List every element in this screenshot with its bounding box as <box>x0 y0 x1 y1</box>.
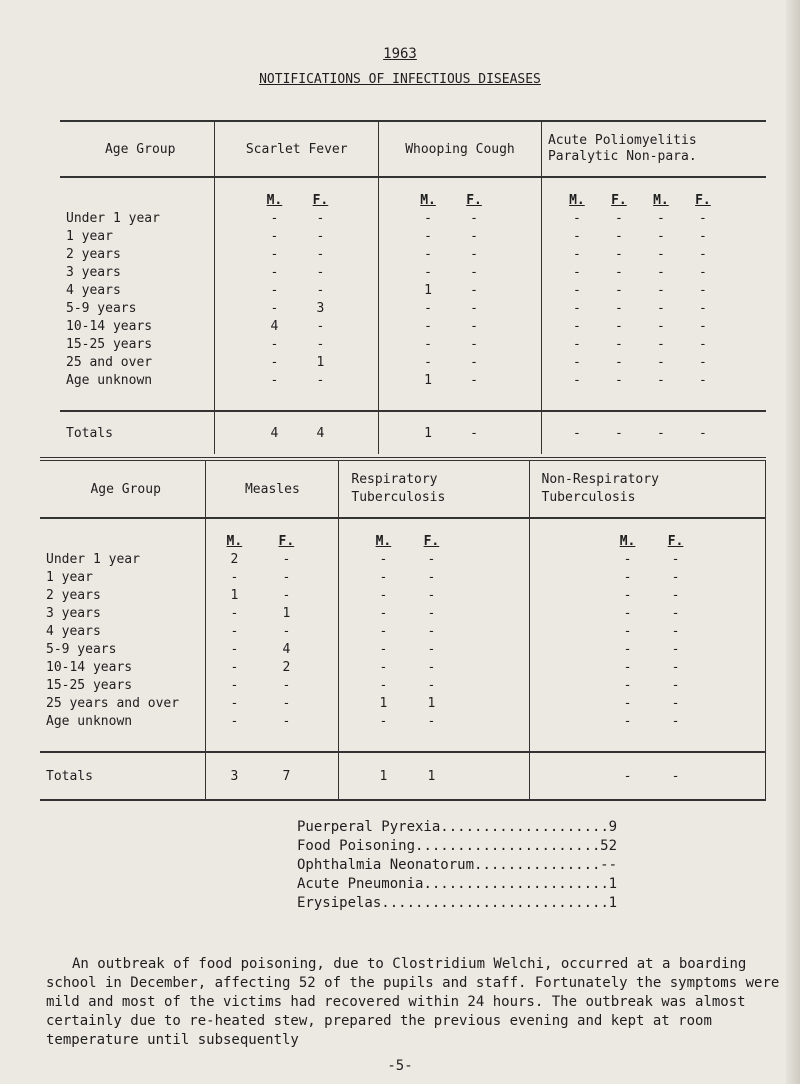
cell-value: - <box>316 265 325 280</box>
cell-value: - <box>379 660 388 675</box>
cell-value: - <box>699 229 707 244</box>
age-group-label: 10-14 years <box>66 319 153 334</box>
sub-male: M. <box>375 534 392 549</box>
cell-value: - <box>623 678 632 693</box>
cell-value: - <box>615 337 623 352</box>
cell-value: - <box>379 624 388 639</box>
page-title: NOTIFICATIONS OF INFECTIOUS DISEASES <box>259 72 541 87</box>
table-row <box>60 282 766 300</box>
table-row <box>60 354 766 372</box>
cell-value: - <box>379 642 388 657</box>
list-item <box>297 856 617 875</box>
cell-value: - <box>615 247 623 262</box>
cell-value: - <box>657 373 665 388</box>
disease-count: 52 <box>600 838 617 854</box>
sub-female: F. <box>312 193 329 208</box>
cell-value: - <box>470 301 478 316</box>
cell-value: - <box>699 283 707 298</box>
cell-value: - <box>573 355 581 370</box>
cell-value: - <box>270 301 279 316</box>
cell-value: 4 <box>316 425 325 441</box>
disease-count: 1 <box>608 895 617 911</box>
cell-value: - <box>671 714 680 729</box>
resp-header-line1: Respiratory <box>351 472 438 487</box>
cell-value: - <box>699 355 707 370</box>
cell-value: - <box>424 301 432 316</box>
cell-value: 1 <box>379 696 388 711</box>
cell-value: - <box>230 714 239 729</box>
cell-value: - <box>427 606 436 621</box>
col-header-respiratory-tb <box>339 459 529 518</box>
cell-value: - <box>657 301 665 316</box>
list-item <box>297 875 617 894</box>
age-group-label: Age unknown <box>66 373 153 388</box>
cell-value: - <box>270 229 279 244</box>
cell-value: - <box>379 588 388 603</box>
cell-value: - <box>379 714 388 729</box>
cell-value: - <box>270 337 279 352</box>
infectious-diseases-table-2 <box>40 457 766 801</box>
cell-value: - <box>615 355 623 370</box>
cell-value: - <box>573 373 581 388</box>
cell-value: - <box>316 229 325 244</box>
cell-value: - <box>427 588 436 603</box>
cell-value: - <box>623 714 632 729</box>
cell-value: - <box>573 425 581 441</box>
cell-value: - <box>623 552 632 567</box>
col-header-measles: Measles <box>206 459 339 518</box>
outbreak-paragraph <box>46 955 786 1050</box>
paragraph-text: An outbreak of food poisoning, due to Clostridium Welchi, occurred at a boarding school in December, affecting 52 of the pupils and staff. Fortunately the symptoms were mild and most of the victims had recovered within 24 hours. The outbreak was almost certainly due to re-heated stew, prepared the previous evening and kept at room temperature until subsequently <box>46 956 780 1048</box>
cell-value: - <box>671 660 680 675</box>
cell-value: - <box>270 265 279 280</box>
age-group-label: 15-25 years <box>66 337 153 352</box>
cell-value: - <box>282 678 291 693</box>
age-group-label: Age unknown <box>46 714 133 729</box>
cell-value: 1 <box>427 768 436 784</box>
cell-value: - <box>699 373 707 388</box>
cell-value: - <box>424 337 432 352</box>
table-row <box>40 641 766 659</box>
age-group-label: Under 1 year <box>66 211 160 226</box>
table-row <box>60 210 766 228</box>
list-item <box>297 818 617 837</box>
table-row <box>40 569 766 587</box>
cell-value: - <box>230 678 239 693</box>
cell-value: 2 <box>282 660 291 675</box>
col-header-non-respiratory-tb <box>529 459 765 518</box>
cell-value: - <box>424 355 432 370</box>
cell-value: - <box>379 570 388 585</box>
resp-header-line2: Tuberculosis <box>351 490 446 505</box>
cell-value: - <box>427 642 436 657</box>
totals-row <box>60 411 766 454</box>
cell-value: - <box>671 606 680 621</box>
cell-value: - <box>623 624 632 639</box>
report-year: 1963 <box>383 46 417 62</box>
other-notifications-list <box>297 818 617 913</box>
table-row <box>60 228 766 246</box>
cell-value: - <box>424 229 432 244</box>
cell-value: - <box>623 570 632 585</box>
cell-value: - <box>270 247 279 262</box>
cell-value: - <box>623 642 632 657</box>
cell-value: - <box>699 247 707 262</box>
cell-value: - <box>671 642 680 657</box>
cell-value: - <box>623 696 632 711</box>
cell-value: - <box>282 714 291 729</box>
cell-value: - <box>573 229 581 244</box>
age-group-label: Under 1 year <box>46 552 140 567</box>
cell-value: - <box>230 606 239 621</box>
age-group-label: 3 years <box>46 606 101 621</box>
infectious-diseases-table-1 <box>60 120 766 454</box>
cell-value: - <box>573 301 581 316</box>
cell-value: - <box>699 301 707 316</box>
table-header-row <box>60 121 766 177</box>
cell-value: - <box>657 319 665 334</box>
disease-label: Acute Pneumonia ..... <box>297 875 609 894</box>
cell-value: - <box>699 425 707 441</box>
cell-value: - <box>671 570 680 585</box>
cell-value: - <box>615 283 623 298</box>
cell-value: - <box>699 319 707 334</box>
cell-value: - <box>230 642 239 657</box>
cell-value: - <box>657 265 665 280</box>
cell-value: - <box>470 229 478 244</box>
cell-value: 3 <box>230 768 239 784</box>
cell-value: - <box>671 678 680 693</box>
table-row <box>40 623 766 641</box>
age-group-label: 1 year <box>46 570 93 585</box>
cell-value: - <box>615 425 623 441</box>
cell-value: - <box>615 319 623 334</box>
table-row <box>60 264 766 282</box>
table-row <box>40 605 766 623</box>
cell-value: - <box>671 768 680 784</box>
cell-value: - <box>470 265 478 280</box>
cell-value: 4 <box>282 642 291 657</box>
cell-value: - <box>671 588 680 603</box>
cell-value: - <box>623 768 632 784</box>
cell-value: - <box>470 355 478 370</box>
table-row <box>60 300 766 318</box>
cell-value: - <box>657 229 665 244</box>
cell-value: - <box>470 283 478 298</box>
age-group-label: 2 years <box>46 588 101 603</box>
page-edge-shadow <box>786 0 800 1084</box>
age-group-label: 2 years <box>66 247 121 262</box>
cell-value: - <box>470 373 478 388</box>
cell-value: - <box>657 211 665 226</box>
table-row <box>60 246 766 264</box>
cell-value: - <box>573 337 581 352</box>
table-row <box>40 587 766 605</box>
polio-header-line2: Paralytic Non-para. <box>547 149 697 164</box>
cell-value: - <box>623 606 632 621</box>
sub-female: F. <box>278 534 295 549</box>
cell-value: 7 <box>282 768 291 784</box>
age-group-label: 5-9 years <box>46 642 117 657</box>
cell-value: - <box>657 283 665 298</box>
cell-value: - <box>573 211 581 226</box>
cell-value: - <box>470 211 478 226</box>
cell-value: - <box>282 552 291 567</box>
cell-value: 1 <box>427 696 436 711</box>
cell-value: - <box>699 265 707 280</box>
sub-male: M. <box>226 534 243 549</box>
cell-value: - <box>623 660 632 675</box>
cell-value: 3 <box>316 301 325 316</box>
cell-value: - <box>615 211 623 226</box>
disease-count: 9 <box>608 819 617 835</box>
cell-value: - <box>657 355 665 370</box>
table-row <box>60 372 766 390</box>
col-header-age-group: Age Group <box>60 121 215 177</box>
age-group-label: Totals <box>60 411 215 454</box>
disease-label: Puerperal Pyrexia ..... <box>297 818 609 837</box>
sub-female: F. <box>695 193 711 208</box>
cell-value: - <box>671 624 680 639</box>
cell-value: - <box>657 337 665 352</box>
cell-value: - <box>470 247 478 262</box>
cell-value: - <box>230 696 239 711</box>
sub-female: F. <box>466 193 482 208</box>
disease-label: Ophthalmia Neonatorum ..... <box>297 856 600 875</box>
sub-male: M. <box>619 534 636 549</box>
cell-value: - <box>615 265 623 280</box>
age-group-label: 25 and over <box>66 355 153 370</box>
cell-value: - <box>424 265 432 280</box>
cell-value: - <box>282 588 291 603</box>
sub-male: M. <box>420 193 436 208</box>
cell-value: 2 <box>230 552 239 567</box>
cell-value: - <box>470 337 478 352</box>
cell-value: - <box>427 624 436 639</box>
cell-value: - <box>316 337 325 352</box>
cell-value: 4 <box>270 319 279 334</box>
totals-row <box>40 752 766 800</box>
table-row <box>40 677 766 695</box>
cell-value: - <box>615 229 623 244</box>
cell-value: 1 <box>424 425 432 441</box>
cell-value: 1 <box>316 355 325 370</box>
list-item <box>297 837 617 856</box>
col-header-poliomyelitis <box>541 121 766 177</box>
cell-value: - <box>230 570 239 585</box>
cell-value: - <box>282 624 291 639</box>
cell-value: - <box>615 373 623 388</box>
sex-subheader-row <box>60 177 766 210</box>
cell-value: - <box>270 283 279 298</box>
cell-value: 1 <box>424 373 432 388</box>
cell-value: 1 <box>230 588 239 603</box>
cell-value: - <box>316 283 325 298</box>
table-row <box>40 695 766 713</box>
age-group-label: 4 years <box>66 283 121 298</box>
sub-male: M. <box>569 193 585 208</box>
table-row <box>40 713 766 731</box>
cell-value: - <box>573 265 581 280</box>
cell-value: - <box>282 696 291 711</box>
age-group-label: Totals <box>40 752 206 800</box>
cell-value: - <box>316 319 325 334</box>
age-group-label: 25 years and over <box>46 696 180 711</box>
cell-value: - <box>623 588 632 603</box>
table-row <box>40 551 766 569</box>
col-header-age-group: Age Group <box>40 459 206 518</box>
cell-value: - <box>427 552 436 567</box>
cell-value: - <box>427 660 436 675</box>
cell-value: - <box>573 283 581 298</box>
cell-value: - <box>470 319 478 334</box>
cell-value: - <box>424 319 432 334</box>
polio-header-line1: Acute Poliomyelitis <box>547 133 697 148</box>
cell-value: - <box>230 624 239 639</box>
cell-value: - <box>270 373 279 388</box>
cell-value: - <box>699 211 707 226</box>
page-number: -5- <box>387 1058 413 1074</box>
nonresp-header-line2: Tuberculosis <box>541 490 636 505</box>
sex-subheader-row <box>40 518 766 551</box>
table-row <box>40 659 766 677</box>
nonresp-header-line1: Non-Respiratory <box>541 472 659 487</box>
age-group-label: 3 years <box>66 265 121 280</box>
cell-value: - <box>671 696 680 711</box>
cell-value: - <box>615 301 623 316</box>
age-group-label: 1 year <box>66 229 113 244</box>
cell-value: - <box>282 570 291 585</box>
cell-value: - <box>427 570 436 585</box>
col-header-whooping-cough: Whooping Cough <box>379 121 542 177</box>
disease-label: Food Poisoning ..... <box>297 837 600 856</box>
table-row <box>60 336 766 354</box>
age-group-label: 10-14 years <box>46 660 133 675</box>
age-group-label: 5-9 years <box>66 301 137 316</box>
table-row <box>60 318 766 336</box>
age-group-label: 15-25 years <box>46 678 133 693</box>
list-item <box>297 894 617 913</box>
sub-female: F. <box>423 534 440 549</box>
cell-value: - <box>379 678 388 693</box>
sub-female: F. <box>611 193 627 208</box>
cell-value: - <box>573 319 581 334</box>
disease-count: -- <box>600 857 617 873</box>
sub-male: M. <box>266 193 283 208</box>
cell-value: - <box>379 606 388 621</box>
cell-value: - <box>424 211 432 226</box>
cell-value: - <box>427 714 436 729</box>
cell-value: - <box>424 247 432 262</box>
cell-value: 1 <box>424 283 432 298</box>
cell-value: - <box>573 247 581 262</box>
disease-count: 1 <box>608 876 617 892</box>
sub-male: M. <box>653 193 669 208</box>
col-header-scarlet-fever: Scarlet Fever <box>215 121 379 177</box>
disease-label: Erysipelas ..... <box>297 894 609 913</box>
cell-value: - <box>657 425 665 441</box>
cell-value: - <box>230 660 239 675</box>
cell-value: - <box>316 247 325 262</box>
cell-value: - <box>470 425 478 441</box>
cell-value: - <box>270 355 279 370</box>
cell-value: - <box>427 678 436 693</box>
age-group-label: 4 years <box>46 624 101 639</box>
cell-value: - <box>699 337 707 352</box>
cell-value: 1 <box>379 768 388 784</box>
cell-value: 4 <box>270 425 279 441</box>
cell-value: - <box>379 552 388 567</box>
cell-value: 1 <box>282 606 291 621</box>
sub-female: F. <box>667 534 684 549</box>
cell-value: - <box>316 211 325 226</box>
cell-value: - <box>657 247 665 262</box>
cell-value: - <box>270 211 279 226</box>
cell-value: - <box>316 373 325 388</box>
cell-value: - <box>671 552 680 567</box>
table-header-row <box>40 459 766 518</box>
